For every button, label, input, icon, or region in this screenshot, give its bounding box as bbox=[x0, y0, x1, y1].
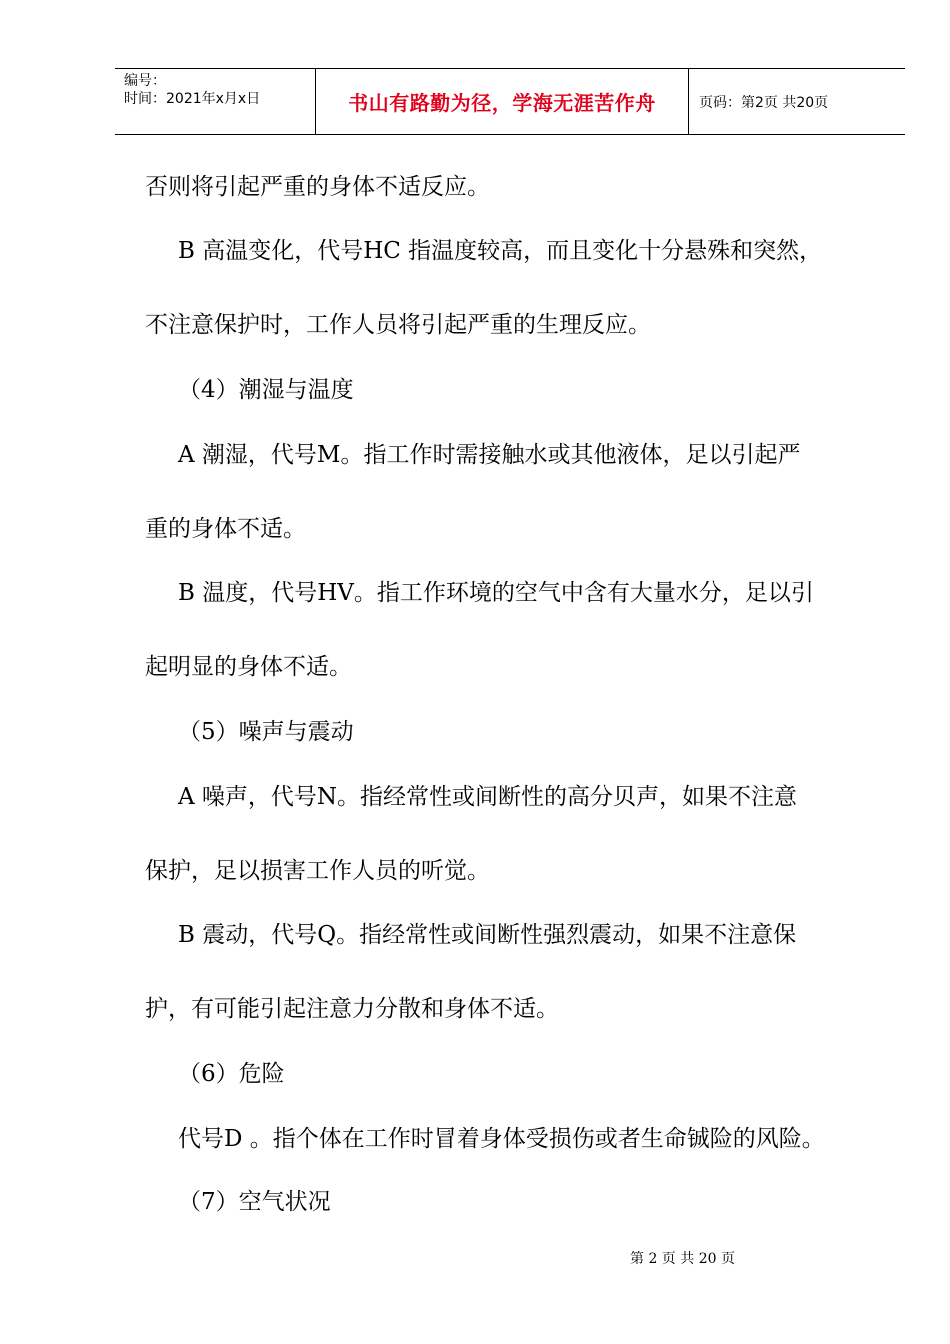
body-line: B 高温变化，代号HC 指温度较高，而且变化十分悬殊和突然， bbox=[178, 238, 823, 264]
section-heading: （7）空气状况 bbox=[178, 1189, 331, 1215]
body-line: 护，有可能引起注意力分散和身体不适。 bbox=[145, 996, 559, 1022]
section-heading: （4）潮湿与温度 bbox=[178, 377, 354, 403]
body-line: A 噪声，代号N。指经常性或间断性的高分贝声，如果不注意 bbox=[178, 784, 798, 810]
header-page-info: 页码：第2页 共20页 bbox=[699, 94, 829, 111]
body-line: 不注意保护时，工作人员将引起严重的生理反应。 bbox=[145, 312, 651, 338]
document-time-label: 时间：2021年x月x日 bbox=[124, 91, 261, 107]
body-line: B 震动，代号Q。指经常性或间断性强烈震动，如果不注意保 bbox=[178, 922, 797, 948]
section-heading: （6）危险 bbox=[178, 1061, 285, 1087]
body-line: 起明显的身体不适。 bbox=[145, 654, 352, 680]
body-line: 代号D 。指个体在工作时冒着身体受损伤或者生命铖险的风险。 bbox=[178, 1126, 825, 1152]
header-slogan: 书山有路勤为径，学海无涯苦作舟 bbox=[316, 69, 689, 134]
body-line: B 温度，代号HV。指工作环境的空气中含有大量水分，足以引 bbox=[178, 580, 814, 606]
body-line: 否则将引起严重的身体不适反应。 bbox=[145, 174, 490, 200]
section-heading: （5）噪声与震动 bbox=[178, 719, 354, 745]
body-line: A 潮湿，代号M。指工作时需接触水或其他液体，足以引起严 bbox=[178, 442, 801, 468]
document-number-label: 编号： bbox=[124, 73, 166, 89]
body-line: 重的身体不适。 bbox=[145, 516, 306, 542]
body-line: 保护，足以损害工作人员的听觉。 bbox=[145, 858, 490, 884]
page-footer: 第 2 页 共 20 页 bbox=[630, 1251, 735, 1267]
